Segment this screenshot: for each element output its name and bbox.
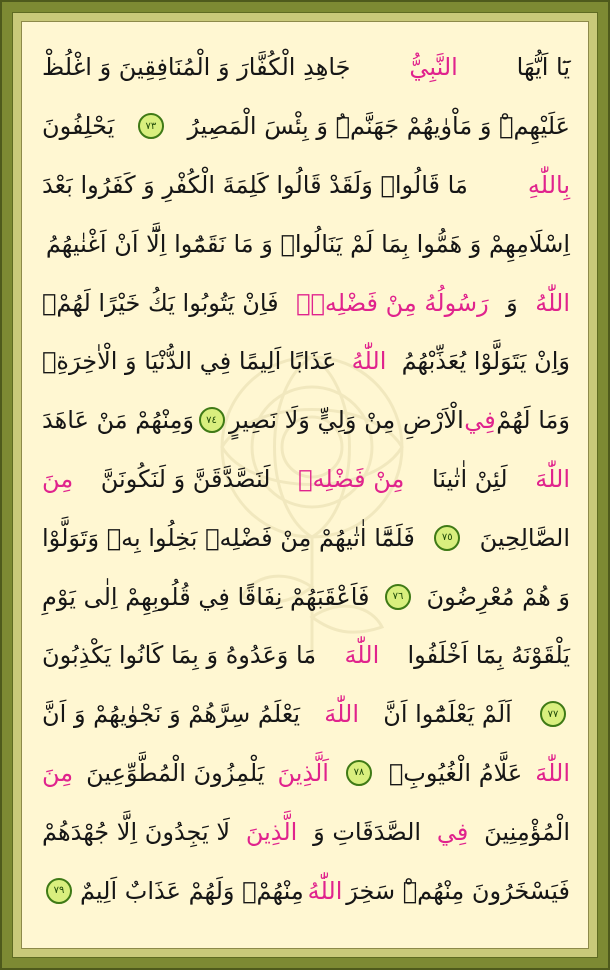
highlighted-word: اللّٰهُ	[535, 288, 570, 317]
text-line	[42, 97, 570, 156]
verse-text: يَحْلِفُونَ	[42, 112, 115, 141]
verse-text: عَذَابًا اَلِيمًا فِي الدُّنْيَا وَ الْاٰخِرَةِۚ	[42, 347, 337, 376]
text-line	[42, 273, 570, 332]
ayah-number-marker: ٧٨	[346, 760, 372, 786]
verse-text: الصَّالِحِينَ	[479, 523, 570, 552]
verse-text: الصَّدَقَاتِ وَ	[313, 817, 422, 846]
verse-text: مِنْهُمْۘ وَلَهُمْ عَذَابٌ اَلِيمٌ	[79, 876, 304, 905]
verse-text: جَاهِدِ الْكُفَّارَ وَ الْمُنَافِقِينَ وَ اغْلُظْ	[42, 53, 351, 82]
verse-text: فَيَسْخَرُونَ مِنْهُمْۜ سَخِرَ	[346, 876, 570, 905]
ayah-number-marker: ٧٦	[385, 584, 411, 610]
verse-text: يَٓا اَيُّهَا	[516, 53, 570, 82]
text-line	[42, 685, 570, 744]
verse-text: يَلْمِزُونَ الْمُطَّوِّعِينَ	[86, 758, 265, 787]
highlighted-word: اللّٰهَ	[344, 641, 380, 670]
highlighted-word: اللّٰهُ	[307, 876, 343, 905]
verse-text: يَعْلَمُ سِرَّهُمْ وَ نَجْوٰيهُمْ وَ اَنَّ	[42, 700, 301, 729]
highlighted-word: الَّذِينَ	[245, 817, 298, 846]
highlighted-word: النَّبِيُّ	[409, 53, 458, 82]
text-line	[42, 567, 570, 626]
mushaf-page	[21, 21, 589, 949]
highlighted-word: مِنْ فَضْلِهٖ	[298, 464, 405, 493]
text-line	[42, 391, 570, 450]
ayah-number-marker: ٧٥	[434, 525, 460, 551]
verse-text: الْاَرْضِ مِنْ وَلِيٍّ وَلَا نَصِيرٍ	[229, 406, 464, 435]
verse-text: عَلَيْهِمْۜ وَ مَاْوٰيهُمْ جَهَنَّمُۜ وَ بِئْسَ الْمَصِيرُ	[187, 112, 570, 141]
verse-text: وَمَا لَهُمْ	[496, 406, 570, 435]
verse-text: فَلَمَّٓا اٰتٰيهُمْ مِنْ فَضْلِهٖ بَخِلُوا بِهٖ وَتَوَلَّوْا	[42, 523, 415, 552]
verse-text: وَ	[506, 288, 518, 317]
text-line	[42, 802, 570, 861]
verse-text: فَاِنْ يَتُوبُوا يَكُ خَيْرًا لَهُمْۚ	[42, 288, 279, 317]
text-line	[42, 450, 570, 509]
verse-text: الْمُؤْمِنِينَ	[484, 817, 570, 846]
verse-text: لَا يَجِدُونَ اِلَّا جُهْدَهُمْ	[42, 817, 231, 846]
highlighted-word: اَلَّذِينَ	[277, 758, 329, 787]
highlighted-word: فِي	[464, 406, 496, 435]
ayah-number-marker: ٧٣	[138, 113, 164, 139]
highlighted-word: بِاللّٰهِ	[527, 170, 570, 199]
ayah-number-marker: ٧٧	[540, 701, 566, 727]
verse-text: وَمِنْهُمْ مَنْ عَاهَدَ	[42, 406, 195, 435]
verse-text: اِسْلَامِهِمْ وَ هَمُّوا بِمَا لَمْ يَنَالُواۚ وَ مَا نَقَمُٓوا اِلَّٓا اَنْ اَغْنٰيهُمُ	[45, 229, 570, 258]
verse-text: مَا قَالُواۜ وَلَقَدْ قَالُوا كَلِمَةَ الْكُفْرِ وَ كَفَرُوا بَعْدَ	[42, 170, 468, 199]
highlighted-word: اللّٰهَ	[324, 700, 360, 729]
highlighted-word: اللّٰهَ	[535, 758, 570, 787]
highlighted-word: اللّٰهَ	[535, 464, 570, 493]
verse-text: لَنَصَّدَّقَنَّ وَ لَنَكُونَنَّ	[100, 464, 271, 493]
verse-text: فَاَعْقَبَهُمْ نِفَاقًا فِي قُلُوبِهِمْ اِلٰى يَوْمِ	[42, 582, 370, 611]
highlighted-word: مِنَ	[42, 464, 74, 493]
text-line	[42, 626, 570, 685]
text-line	[42, 508, 570, 567]
verse-text: مَا وَعَدُوهُ وَ بِمَا كَانُوا يَكْذِبُونَ	[42, 641, 317, 670]
verse-text: عَلَّامُ الْغُيُوبِۚ	[388, 758, 523, 787]
verse-text: لَئِنْ اٰتٰينَا	[431, 464, 508, 493]
highlighted-word: اللّٰهُ	[351, 347, 387, 376]
text-line	[42, 214, 570, 273]
highlighted-word: مِنَ	[42, 758, 74, 787]
verse-lines	[42, 38, 570, 936]
verse-text: وَاِنْ يَتَوَلَّوْا يُعَذِّبْهُمُ	[401, 347, 570, 376]
verse-text: يَلْقَوْنَهُ بِمَٓا اَخْلَفُوا	[407, 641, 570, 670]
highlighted-word: فِي	[436, 817, 469, 846]
ayah-number-marker: ٧٤	[199, 407, 225, 433]
text-line	[42, 332, 570, 391]
text-line	[42, 38, 570, 97]
text-line	[42, 156, 570, 215]
ayah-number-marker: ٧٩	[46, 878, 72, 904]
text-line	[42, 861, 570, 920]
verse-text: وَ هُمْ مُعْرِضُونَ	[426, 582, 570, 611]
text-line	[42, 744, 570, 803]
frame-inner-border	[12, 12, 598, 958]
highlighted-word: رَسُولُهُ مِنْ فَضْلِهٖۚ	[296, 288, 489, 317]
verse-text: اَلَمْ يَعْلَمُٓوا اَنَّ	[383, 700, 512, 729]
